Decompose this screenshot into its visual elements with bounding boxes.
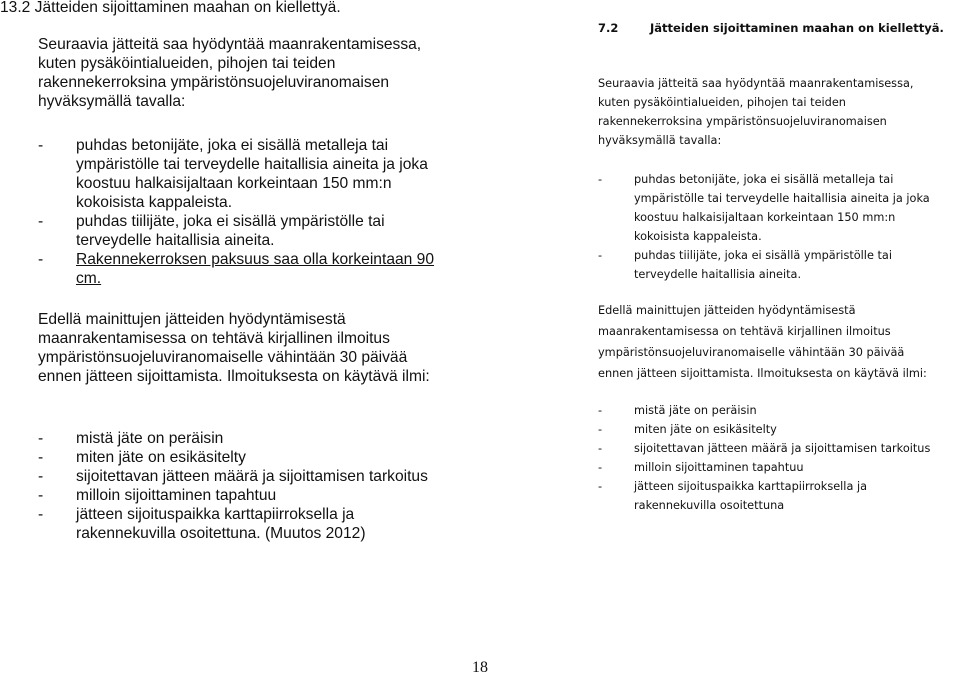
text-line: koostuu halkaisijaltaan korkeintaan 150 mm:n <box>76 175 392 192</box>
text-line: rakennekuvilla osoitettuna. (Muutos 2012) <box>76 525 366 542</box>
text-line: sijoitettavan jätteen määrä ja sijoittamisen tarkoitus <box>76 468 428 485</box>
text-line: Edellä mainittujen jätteiden hyödyntämisestä <box>598 304 856 317</box>
text-line: hyväksymällä tavalla: <box>598 134 722 147</box>
text-line: puhdas betonijäte, joka ei sisällä metalleja tai <box>76 137 389 154</box>
text-line: puhdas tiilijäte, joka ei sisällä ympäristölle tai <box>634 249 892 262</box>
text-line: ennen jätteen sijoittamista. Ilmoituksesta on käytävä ilmi: <box>38 368 430 385</box>
text-line: rakennekerroksina ympäristönsuojeluviranomaisen <box>598 115 887 128</box>
list-dash: - <box>598 461 603 474</box>
text-line: miten jäte on esikäsitelty <box>634 423 777 436</box>
left-paragraph-2 <box>38 310 478 386</box>
list-item <box>598 439 960 458</box>
text-line: kuten pysäköintialueiden, pihojen tai teiden <box>38 55 336 72</box>
list-item <box>0 212 478 250</box>
text-line: ympäristölle tai terveydelle haitallisia aineita ja joka <box>76 156 428 173</box>
text-line: Seuraavia jätteitä saa hyödyntää maanrakentamisessa, <box>598 77 914 90</box>
left-intro <box>38 35 478 111</box>
text-line: milloin sijoittaminen tapahtuu <box>76 487 277 504</box>
left-heading: 13.2 Jätteiden sijoittaminen maahan on kiellettyä. <box>0 0 341 16</box>
page-number: 18 <box>472 659 488 676</box>
list-dash: - <box>598 442 603 455</box>
text-line: koostuu halkaisijaltaan korkeintaan 150 mm:n <box>634 211 896 224</box>
text-line: jätteen sijoituspaikka karttapiirroksella ja <box>76 506 355 523</box>
text-line: maanrakentamisessa on tehtävä kirjallinen ilmoitus <box>38 330 390 347</box>
list-item <box>0 448 478 467</box>
text-line: Edellä mainittujen jätteiden hyödyntämisestä <box>38 311 346 328</box>
list-dash: - <box>598 404 603 417</box>
text-line: kokoisista kappaleista. <box>634 230 762 243</box>
list-dash: - <box>38 506 44 523</box>
list-dash: - <box>598 480 603 493</box>
text-line: ympäristönsuojeluviranomaiselle vähintään 30 päivää <box>38 349 408 366</box>
right-paragraph-2 <box>598 300 960 384</box>
list-item <box>0 250 478 288</box>
list-item <box>0 136 478 212</box>
text-line: ympäristölle tai terveydelle haitallisia aineita ja joka <box>634 192 930 205</box>
list-dash: - <box>38 251 44 268</box>
list-dash: - <box>598 173 603 186</box>
right-heading <box>598 19 944 38</box>
list-dash: - <box>38 213 44 230</box>
text-line: maanrakentamisessa on tehtävä kirjallinen ilmoitus <box>598 325 891 338</box>
text-line: hyväksymällä tavalla: <box>38 93 186 110</box>
list-item <box>598 477 960 515</box>
text-line: Seuraavia jätteitä saa hyödyntää maanrakentamisessa, <box>38 36 422 53</box>
text-line: puhdas betonijäte, joka ei sisällä metalleja tai <box>634 173 894 186</box>
list-item <box>598 458 960 477</box>
list-item <box>0 505 478 543</box>
text-line: miten jäte on esikäsitelty <box>76 449 246 466</box>
text-line: jätteen sijoituspaikka karttapiirroksella ja <box>634 480 868 493</box>
right-bullet-list <box>598 170 960 284</box>
text-line: terveydelle haitallisia aineita. <box>76 232 275 249</box>
list-item <box>598 401 960 420</box>
text-line: kokoisista kappaleista. <box>76 194 233 211</box>
list-dash: - <box>38 449 44 466</box>
right-intro <box>598 74 960 150</box>
list-item <box>598 420 960 439</box>
right-heading-text: Jätteiden sijoittaminen maahan on kiellettyä. <box>650 21 944 35</box>
text-line: Rakennekerroksen paksuus saa olla korkeintaan 90 <box>76 251 435 268</box>
list-dash: - <box>598 423 603 436</box>
text-line: rakennekerroksina ympäristönsuojeluviranomaisen <box>38 74 390 91</box>
list-dash: - <box>38 487 44 504</box>
right-list-2 <box>598 401 960 515</box>
list-dash: - <box>38 430 44 447</box>
text-line: mistä jäte on peräisin <box>634 404 757 417</box>
left-list-2 <box>0 429 478 543</box>
list-item <box>0 429 478 448</box>
text-line: puhdas tiilijäte, joka ei sisällä ympäristölle tai <box>76 213 385 230</box>
list-dash: - <box>38 137 44 154</box>
text-line: ympäristönsuojeluviranomaiselle vähintään 30 päivää <box>598 346 905 359</box>
text-line: cm. <box>76 270 102 287</box>
text-line: kuten pysäköintialueiden, pihojen tai teiden <box>598 96 846 109</box>
list-item <box>0 486 478 505</box>
text-line: milloin sijoittaminen tapahtuu <box>634 461 804 474</box>
list-item <box>598 170 960 246</box>
list-dash: - <box>598 249 603 262</box>
right-heading-number: 7.2 <box>598 21 619 35</box>
list-dash: - <box>38 468 44 485</box>
list-item <box>598 246 960 284</box>
left-bullet-list <box>0 136 478 288</box>
text-line: ennen jätteen sijoittamista. Ilmoituksesta on käytävä ilmi: <box>598 367 927 380</box>
text-line: sijoitettavan jätteen määrä ja sijoittamisen tarkoitus <box>634 442 931 455</box>
text-line: terveydelle haitallisia aineita. <box>634 268 802 281</box>
text-line: rakennekuvilla osoitettuna <box>634 499 785 512</box>
list-item <box>0 467 478 486</box>
text-line: mistä jäte on peräisin <box>76 430 224 447</box>
